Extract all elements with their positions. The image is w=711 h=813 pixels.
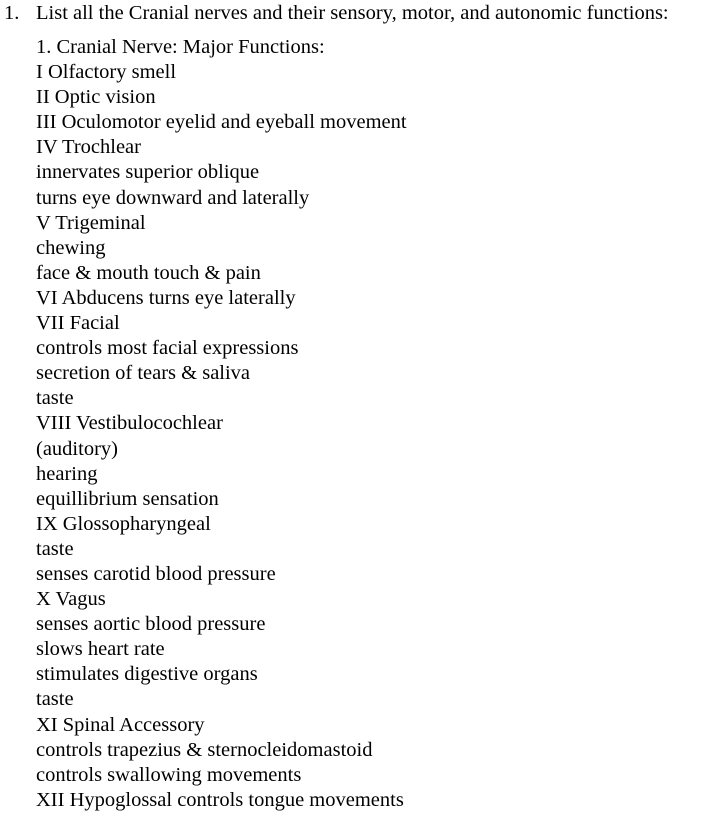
answer-line: controls trapezius & sternocleidomastoid [36, 738, 373, 761]
answer-line: turns eye downward and laterally [36, 186, 310, 209]
question-text: List all the Cranial nerves and their sensory, motor, and autonomic functions: [36, 2, 669, 24]
answer-line: VIII Vestibulocochlear [36, 412, 223, 435]
answer-line: VII Facial [36, 312, 120, 335]
answer-line: innervates superior oblique [36, 161, 260, 184]
answer-line: secretion of tears & saliva [36, 362, 251, 385]
answer-line: XI Spinal Accessory [36, 713, 205, 736]
answer-line: IX Glossopharyngeal [36, 512, 211, 535]
answer-line: (auditory) [36, 437, 118, 460]
answer-line: IV Trochlear [36, 136, 141, 159]
answer-line: XII Hypoglossal controls tongue movements [36, 788, 404, 811]
answer-line: taste [36, 688, 74, 711]
answer-line: taste [36, 537, 74, 560]
answer-line: I Olfactory smell [36, 61, 177, 84]
answer-line: face & mouth touch & pain [36, 261, 261, 284]
answer-line: senses carotid blood pressure [36, 562, 276, 585]
answer-list [36, 35, 407, 813]
answer-line: X Vagus [36, 588, 106, 611]
answer-line: equillibrium sensation [36, 487, 219, 510]
answer-line: taste [36, 387, 74, 410]
answer-line: II Optic vision [36, 86, 156, 109]
answer-line: controls swallowing movements [36, 763, 302, 786]
answer-line: slows heart rate [36, 638, 165, 661]
answer-line: V Trigeminal [36, 211, 146, 234]
answer-line: III Oculomotor eyelid and eyeball movement [36, 111, 407, 134]
answer-line: chewing [36, 236, 106, 259]
answer-line: stimulates digestive organs [36, 663, 258, 686]
answer-line: senses aortic blood pressure [36, 613, 266, 636]
question-number: 1. [4, 2, 20, 24]
answer-line: VI Abducens turns eye laterally [36, 286, 296, 309]
answer-line: 1. Cranial Nerve: Major Functions: [36, 36, 325, 58]
answer-line: controls most facial expressions [36, 337, 299, 360]
answer-line: hearing [36, 462, 98, 485]
